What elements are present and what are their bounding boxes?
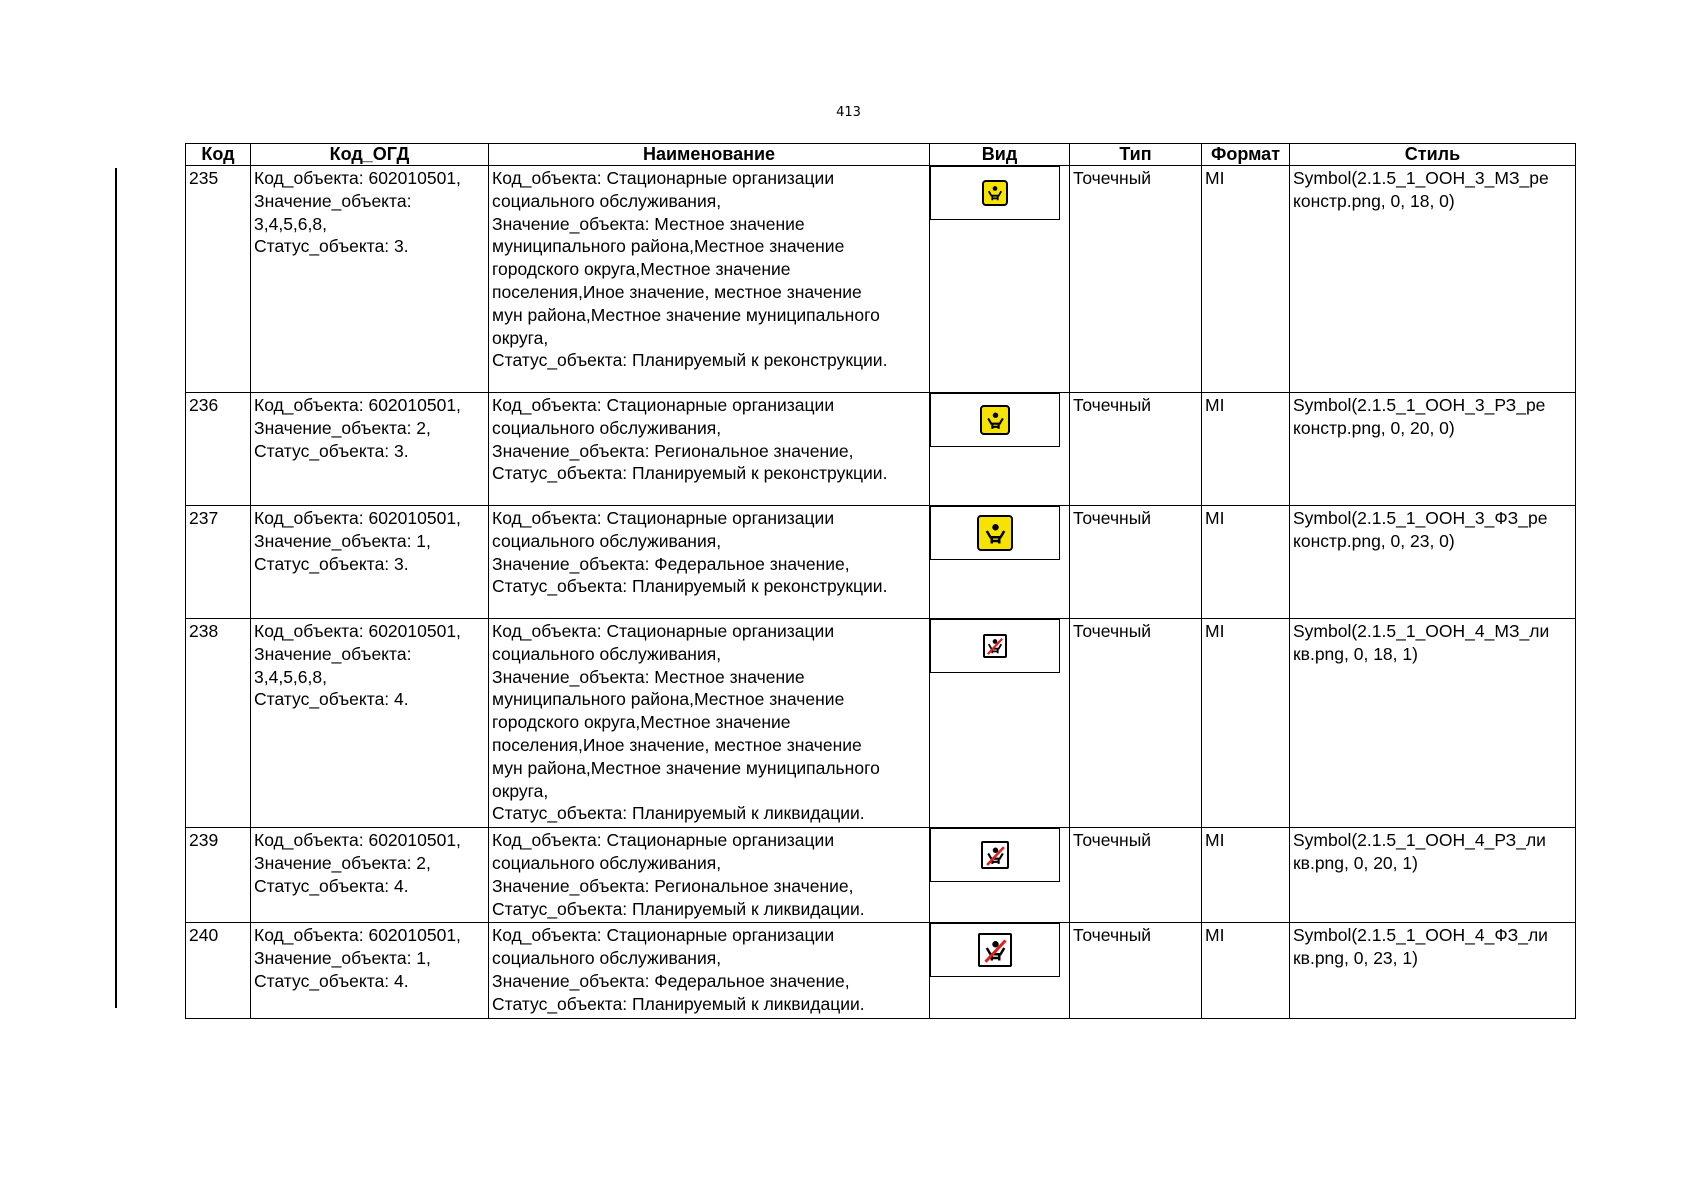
cell-kod: 240 bbox=[186, 923, 251, 1018]
cell-format: MI bbox=[1202, 506, 1290, 619]
header-kod-ogd: Код_ОГД bbox=[251, 144, 489, 166]
social-service-liquidation-icon bbox=[978, 933, 1012, 967]
cell-type: Точечный bbox=[1070, 393, 1202, 506]
cell-kod: 237 bbox=[186, 506, 251, 619]
margin-line bbox=[115, 168, 117, 1008]
cell-kod-ogd: Код_объекта: 602010501, Значение_объекта: 1, Статус_объекта: 3. bbox=[251, 506, 489, 619]
cell-type: Точечный bbox=[1070, 506, 1202, 619]
table-row bbox=[186, 393, 1576, 506]
cell-format: MI bbox=[1202, 393, 1290, 506]
table-header-row bbox=[186, 144, 1576, 166]
cell-vid bbox=[930, 619, 1070, 828]
table-row bbox=[186, 828, 1576, 923]
cell-format: MI bbox=[1202, 619, 1290, 828]
header-kod: Код bbox=[186, 144, 251, 166]
cell-vid bbox=[930, 393, 1070, 506]
cell-type: Точечный bbox=[1070, 923, 1202, 1018]
cell-name: Код_объекта: Стационарные организации социального обслуживания, Значение_объекта: Региональное значение, Статус_объекта: Планируемый к реконструкции. bbox=[489, 393, 930, 506]
cell-kod-ogd: Код_объекта: 602010501, Значение_объекта: 1, Статус_объекта: 4. bbox=[251, 923, 489, 1018]
cell-style: Symbol(2.1.5_1_ООН_3_ФЗ_ре констр.png, 0, 23, 0) bbox=[1290, 506, 1576, 619]
symbol-preview bbox=[930, 619, 1060, 673]
social-service-reconstruction-icon bbox=[980, 405, 1010, 435]
cell-style: Symbol(2.1.5_1_ООН_4_МЗ_ли кв.png, 0, 18, 1) bbox=[1290, 619, 1576, 828]
cell-name: Код_объекта: Стационарные организации социального обслуживания, Значение_объекта: Местное значение муниципального района,Местное значение городского округа,Местное значение поселения,Иное значение, местное значение мун района,Местное значение муниципального округа, Статус_объекта: Планируемый к реконструкции. bbox=[489, 166, 930, 393]
cell-style: Symbol(2.1.5_1_ООН_3_МЗ_ре констр.png, 0, 18, 0) bbox=[1290, 166, 1576, 393]
social-service-reconstruction-icon bbox=[977, 515, 1013, 551]
cell-style: Symbol(2.1.5_1_ООН_3_РЗ_ре констр.png, 0, 20, 0) bbox=[1290, 393, 1576, 506]
cell-kod-ogd: Код_объекта: 602010501, Значение_объекта: 3,4,5,6,8, Статус_объекта: 3. bbox=[251, 166, 489, 393]
cell-name: Код_объекта: Стационарные организации социального обслуживания, Значение_объекта: Местное значение муниципального района,Местное значение городского округа,Местное значение поселения,Иное значение, местное значение мун района,Местное значение муниципального округа, Статус_объекта: Планируемый к ликвидации. bbox=[489, 619, 930, 828]
social-service-liquidation-icon bbox=[981, 841, 1009, 869]
symbol-preview bbox=[930, 828, 1060, 882]
cell-format: MI bbox=[1202, 923, 1290, 1018]
cell-kod-ogd: Код_объекта: 602010501, Значение_объекта: 2, Статус_объекта: 4. bbox=[251, 828, 489, 923]
cell-vid bbox=[930, 923, 1070, 1018]
symbol-preview bbox=[930, 393, 1060, 447]
table-row bbox=[186, 923, 1576, 1018]
social-service-reconstruction-icon bbox=[982, 180, 1008, 206]
social-service-liquidation-icon bbox=[983, 634, 1007, 658]
table-row bbox=[186, 619, 1576, 828]
cell-style: Symbol(2.1.5_1_ООН_4_ФЗ_ли кв.png, 0, 23, 1) bbox=[1290, 923, 1576, 1018]
cell-vid bbox=[930, 506, 1070, 619]
symbol-preview bbox=[930, 506, 1060, 560]
cell-name: Код_объекта: Стационарные организации социального обслуживания, Значение_объекта: Федеральное значение, Статус_объекта: Планируемый к реконструкции. bbox=[489, 506, 930, 619]
cell-name: Код_объекта: Стационарные организации социального обслуживания, Значение_объекта: Федеральное значение, Статус_объекта: Планируемый к ликвидации. bbox=[489, 923, 930, 1018]
cell-type: Точечный bbox=[1070, 619, 1202, 828]
cell-kod-ogd: Код_объекта: 602010501, Значение_объекта: 2, Статус_объекта: 3. bbox=[251, 393, 489, 506]
header-format: Формат bbox=[1202, 144, 1290, 166]
header-name: Наименование bbox=[489, 144, 930, 166]
cell-type: Точечный bbox=[1070, 828, 1202, 923]
cell-vid bbox=[930, 828, 1070, 923]
symbol-registry-table bbox=[185, 143, 1576, 1019]
cell-kod-ogd: Код_объекта: 602010501, Значение_объекта: 3,4,5,6,8, Статус_объекта: 4. bbox=[251, 619, 489, 828]
header-type: Тип bbox=[1070, 144, 1202, 166]
cell-type: Точечный bbox=[1070, 166, 1202, 393]
cell-name: Код_объекта: Стационарные организации социального обслуживания, Значение_объекта: Региональное значение, Статус_объекта: Планируемый к ликвидации. bbox=[489, 828, 930, 923]
cell-kod: 238 bbox=[186, 619, 251, 828]
symbol-preview bbox=[930, 923, 1060, 977]
header-style: Стиль bbox=[1290, 144, 1576, 166]
cell-kod: 235 bbox=[186, 166, 251, 393]
cell-kod: 236 bbox=[186, 393, 251, 506]
cell-kod: 239 bbox=[186, 828, 251, 923]
cell-format: MI bbox=[1202, 166, 1290, 393]
table-row bbox=[186, 506, 1576, 619]
cell-format: MI bbox=[1202, 828, 1290, 923]
page-number: 413 bbox=[836, 105, 861, 120]
table-row bbox=[186, 166, 1576, 393]
header-vid: Вид bbox=[930, 144, 1070, 166]
cell-vid bbox=[930, 166, 1070, 393]
cell-style: Symbol(2.1.5_1_ООН_4_РЗ_ли кв.png, 0, 20, 1) bbox=[1290, 828, 1576, 923]
symbol-preview bbox=[930, 166, 1060, 220]
